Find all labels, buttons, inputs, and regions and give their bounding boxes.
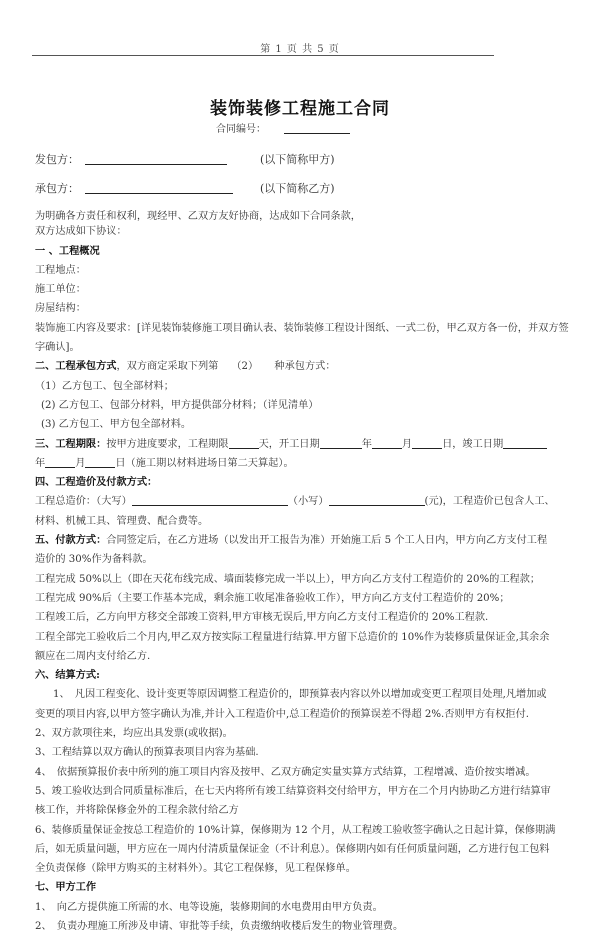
price-uppercase-blank[interactable]: [132, 494, 288, 506]
paragraph-line: 工程完成 50%以上（即在天花布线完成、墙面装修完成一半以上），甲方向乙方支付工程造价的 20%的工程款；: [35, 573, 541, 585]
option-line: （1）乙方包工、包全部材料；: [35, 380, 174, 392]
choice-value: （2）: [231, 361, 259, 373]
option-line: (3) 乙方包工、甲方包全部材料。: [41, 419, 192, 431]
list-item: 3、工程结算以双方确认的预算表项目内容为基础.: [35, 747, 259, 759]
header-rule: [32, 55, 494, 56]
paragraph-line: 工程完成 90%后（主要工作基本完成，剩余施工收尾准备验收工作），甲方向乙方支付工程造价的 20%；: [35, 592, 510, 604]
field-line: 工程地点：: [35, 264, 86, 276]
start-day-blank[interactable]: [412, 437, 442, 449]
contract-number-label: 合同编号：: [216, 124, 266, 135]
paragraph-line: 工程全部完工验收后二个月内,甲乙双方按实际工程量进行结算.甲方留下总造价的 10%作为装修质量保证金,其余余: [35, 631, 550, 643]
text: （小写）: [287, 496, 329, 508]
field-line: 房屋结构：: [35, 303, 86, 315]
paragraph-line: 额应在二周内支付给乙方.: [35, 650, 151, 662]
start-year-blank[interactable]: [320, 437, 362, 449]
party-a-note: (以下简称甲方): [260, 153, 335, 166]
party-b-blank[interactable]: [85, 193, 233, 194]
party-a-row: [35, 151, 335, 167]
paragraph-line: 材料、机械工具、管理费、配合费等。: [35, 515, 209, 527]
paragraph-line: 造价的 30%作为备料款。: [35, 554, 153, 566]
field-line: 施工单位：: [35, 284, 86, 296]
section-2-line: [35, 357, 575, 376]
text: 月: [75, 457, 86, 469]
text: 年: [361, 438, 372, 450]
text: 日，竣工日期: [442, 438, 504, 450]
text: 种承包方式：: [274, 361, 336, 373]
section-heading: 六、结算方式:: [35, 669, 100, 682]
end-month-blank[interactable]: [45, 456, 75, 468]
text: 日（施工期以材料进场日第二天算起）。: [115, 457, 294, 469]
contract-number: [216, 120, 350, 135]
document-title: 装饰装修工程施工合同: [210, 99, 390, 119]
paragraph: 装饰施工内容及要求：[详见装饰装修施工项目确认表、装饰装修工程设计图纸、一式二份，甲乙双方各一份，并双方签字确认]。: [35, 322, 569, 354]
contract-body: [35, 207, 575, 936]
list-item-cont: 后，如无质量问题，甲方应在一周内付清质量保证金（不计利息）。保修期内如有任何质量问题，乙方进行包工包料: [35, 843, 550, 855]
list-item: 4、 依据预算报价表中所列的施工项目内容及按甲、乙双方确定实量实算方式结算，工程增减、造价按实增减。: [35, 766, 536, 778]
section-heading: 四、工程造价及付款方式：: [35, 476, 158, 489]
text: 天，开工日期: [258, 438, 320, 450]
paragraph-line: 工程竣工后，乙方向甲方移交全部竣工资料,甲方审核无误后,甲方向乙方支付工程造价的 20%工程款.: [35, 612, 489, 624]
party-b-row: [35, 180, 335, 196]
text: 年: [35, 457, 46, 469]
intro-line: 为明确各方责任和权利，现经甲、乙双方友好协商，达成如下合同条款，: [35, 211, 361, 222]
end-year-blank[interactable]: [503, 437, 547, 449]
party-b-label: 承包方：: [35, 182, 79, 195]
list-item: 6、装修质量保证金按总工程造价的 10%计算，保修期为 12 个月，从工程竣工验收签字确认之日起计算，保修期满: [35, 824, 556, 836]
start-month-blank[interactable]: [372, 437, 402, 449]
price-lowercase-blank[interactable]: [329, 494, 425, 506]
list-item-cont: 变更的项目内容,以甲方签字确认为准,并计入工程造价中,总工程造价的预算误差不得超 2%.否则甲方有权拒付.: [35, 708, 530, 720]
text: 月: [401, 438, 413, 450]
party-a-label: 发包方：: [35, 153, 79, 166]
contract-number-blank[interactable]: [284, 133, 350, 134]
section-heading: 一 、工程概况: [35, 244, 100, 257]
list-item-cont: 核工作，并将除保修金外的工程余款付给乙方: [35, 805, 239, 817]
section-3-line: [35, 435, 575, 454]
list-item: 1、 向乙方提供施工所需的水、电等设施，装修期间的水电费用由甲方负责。: [35, 901, 383, 913]
end-day-blank[interactable]: [85, 456, 115, 468]
section-3-line-2: [35, 454, 575, 473]
list-item-cont: 全负责保修（除甲方购买的主材料外）。其它工程保修，见工程保修单。: [35, 863, 356, 875]
section-heading: 五、付款方式：: [35, 534, 107, 547]
section-heading: 二、工程承包方式: [35, 360, 117, 373]
total-price-line: [35, 492, 575, 511]
party-b-note: (以下简称乙方): [260, 182, 335, 195]
text: 工程总造价：（大写）: [35, 496, 132, 508]
text: (元)，工程造价已包含人工、: [424, 496, 555, 508]
list-item: 5、竣工验收达到合同质量标准后，在七天内将所有竣工结算资料交付给甲方，甲方在二个月内协助乙方进行结算审: [35, 785, 551, 797]
page-indicator: 第 1 页 共 5 页: [260, 44, 340, 55]
text: ，双方商定采取下列第: [116, 361, 219, 373]
party-a-blank[interactable]: [85, 164, 227, 165]
section-heading: 三、工程期限：: [35, 437, 107, 450]
option-line: (2) 乙方包工、包部分材料，甲方提供部分材料；（详见清单）: [41, 399, 319, 411]
section-5-line: [35, 531, 575, 550]
text: 按甲方进度要求，工程期限: [106, 438, 229, 450]
list-item: 2、 负责办理施工所涉及申请、审批等手续，负责缴纳收楼后发生的物业管理费。: [35, 920, 404, 932]
days-blank[interactable]: [229, 437, 259, 449]
text: 合同签定后，在乙方进场（以发出开工报告为准）开始施工后 5 个工人日内，甲方向乙方支付工程: [106, 535, 548, 547]
intro-line: 双方达成如下协议：: [35, 226, 127, 238]
list-item: 1、 凡因工程变化、设计变更等原因调整工程造价的，即预算表内容以外以增加或变更工程项目处理,凡增加或: [53, 689, 547, 701]
section-heading: 七、甲方工作: [35, 881, 97, 894]
list-item: 2、双方款项往来，均应出具发票(或收据)。: [35, 728, 233, 740]
